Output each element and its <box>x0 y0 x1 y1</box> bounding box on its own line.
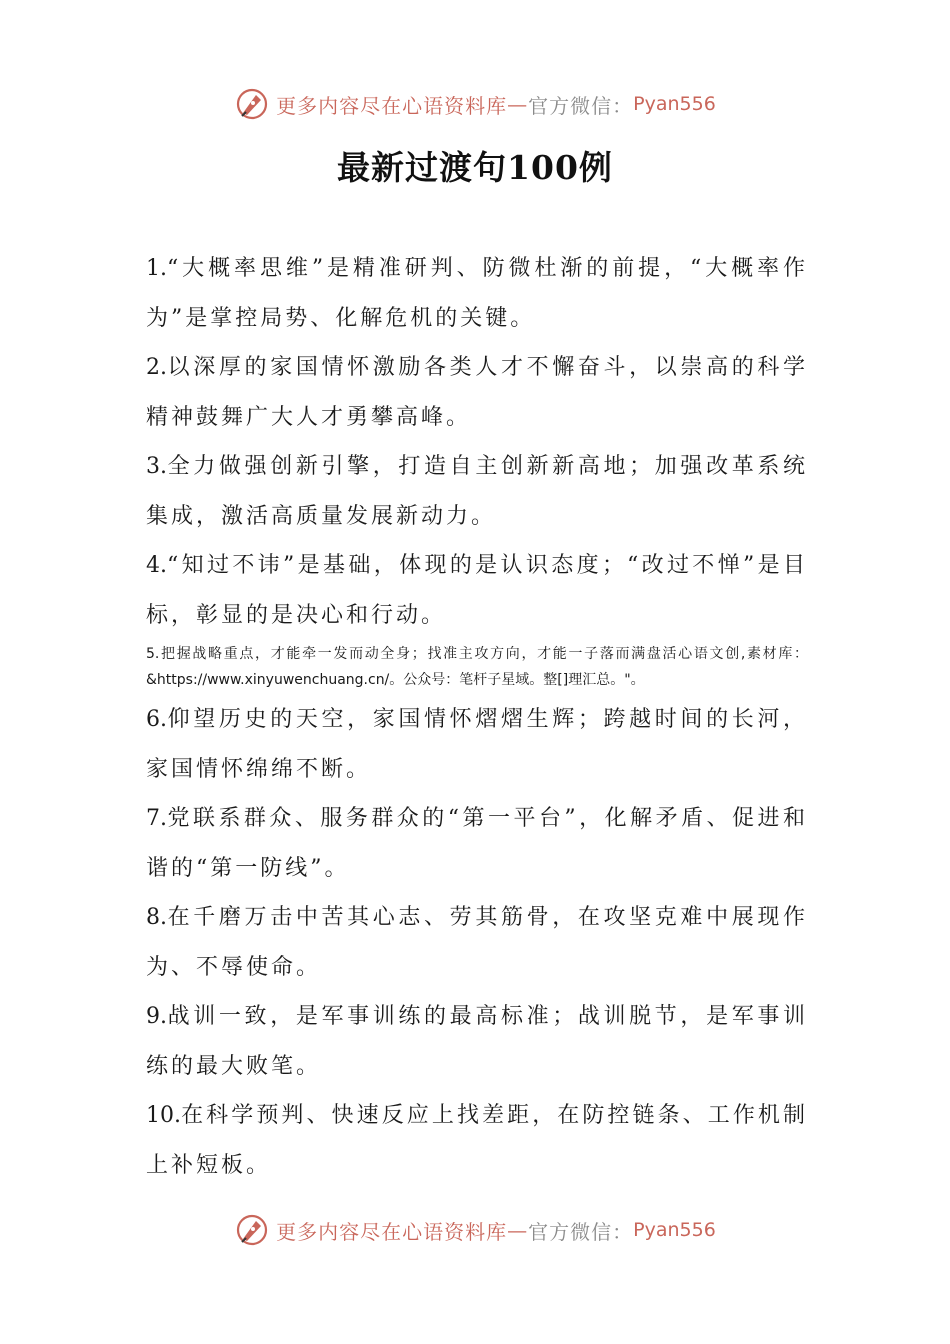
footer-banner <box>0 1208 950 1252</box>
list-item <box>146 641 808 693</box>
item-number: 6. <box>146 707 167 732</box>
item-text: 把握战略重点，才能牵一发而动全身；找准主攻方向，才能一子落而满盘活心语文创,素材库：&https://www.xinyuwenchuang.cn/。公众号：笔杆子星域。整[]理汇总。"。 <box>146 646 808 688</box>
list-item <box>146 442 808 541</box>
list-item <box>146 244 808 343</box>
list-item <box>146 794 808 893</box>
banner-main-text: 更多内容尽在心语资料库 <box>276 1219 508 1244</box>
pen-nib-logo-icon <box>234 1212 270 1248</box>
item-text: 在千磨万击中苦其心志、劳其筋骨，在攻坚克难中展现作为、不辱使命。 <box>146 905 808 980</box>
item-text: 党联系群众、服务群众的“第一平台”，化解矛盾、促进和谐的“第一防线”。 <box>146 806 808 881</box>
item-text: 在科学预判、快速反应上找差距，在防控链条、工作机制上补短板。 <box>146 1103 808 1178</box>
item-number: 9. <box>146 1004 167 1029</box>
list-item <box>146 695 808 794</box>
list-item <box>146 343 808 442</box>
item-number: 2. <box>146 355 167 380</box>
item-text: “知过不讳”是基础，体现的是认识态度；“改过不惮”是目标，彰显的是决心和行动。 <box>146 553 808 628</box>
item-text: 全力做强创新引擎，打造自主创新新高地；加强改革系统集成，激活高质量发展新动力。 <box>146 454 808 529</box>
list-item <box>146 893 808 992</box>
item-number: 5. <box>146 646 160 662</box>
item-number: 8. <box>146 905 167 930</box>
banner-separator: — <box>507 92 529 116</box>
banner-wechat-id: Pyan556 <box>633 93 716 115</box>
item-text: 仰望历史的天空，家国情怀熠熠生辉；跨越时间的长河，家国情怀绵绵不断。 <box>146 707 808 782</box>
banner-sub-text: 官方微信： <box>528 1219 634 1244</box>
banner-separator: — <box>507 1218 529 1242</box>
item-number: 4. <box>146 553 167 578</box>
item-text: “大概率思维”是精准研判、防微杜渐的前提，“大概率作为”是掌控局势、化解危机的关键。 <box>146 256 808 331</box>
item-number: 3. <box>146 454 167 479</box>
sentence-list <box>146 244 808 1190</box>
item-number: 1. <box>146 256 167 281</box>
item-text: 以深厚的家国情怀激励各类人才不懈奋斗，以崇高的科学精神鼓舞广大人才勇攀高峰。 <box>146 355 808 430</box>
page-title: 最新过渡句100例 <box>337 148 613 187</box>
list-item <box>146 992 808 1091</box>
header-banner <box>0 82 950 126</box>
item-text: 战训一致，是军事训练的最高标准；战训脱节，是军事训练的最大败笔。 <box>146 1004 808 1079</box>
banner-wechat-id: Pyan556 <box>633 1219 716 1241</box>
list-item <box>146 1091 808 1190</box>
item-number: 10. <box>146 1103 181 1128</box>
item-number: 7. <box>146 806 167 831</box>
banner-main-text: 更多内容尽在心语资料库 <box>276 93 508 118</box>
banner-sub-text: 官方微信： <box>528 93 634 118</box>
pen-nib-logo-icon <box>234 86 270 122</box>
list-item <box>146 541 808 640</box>
